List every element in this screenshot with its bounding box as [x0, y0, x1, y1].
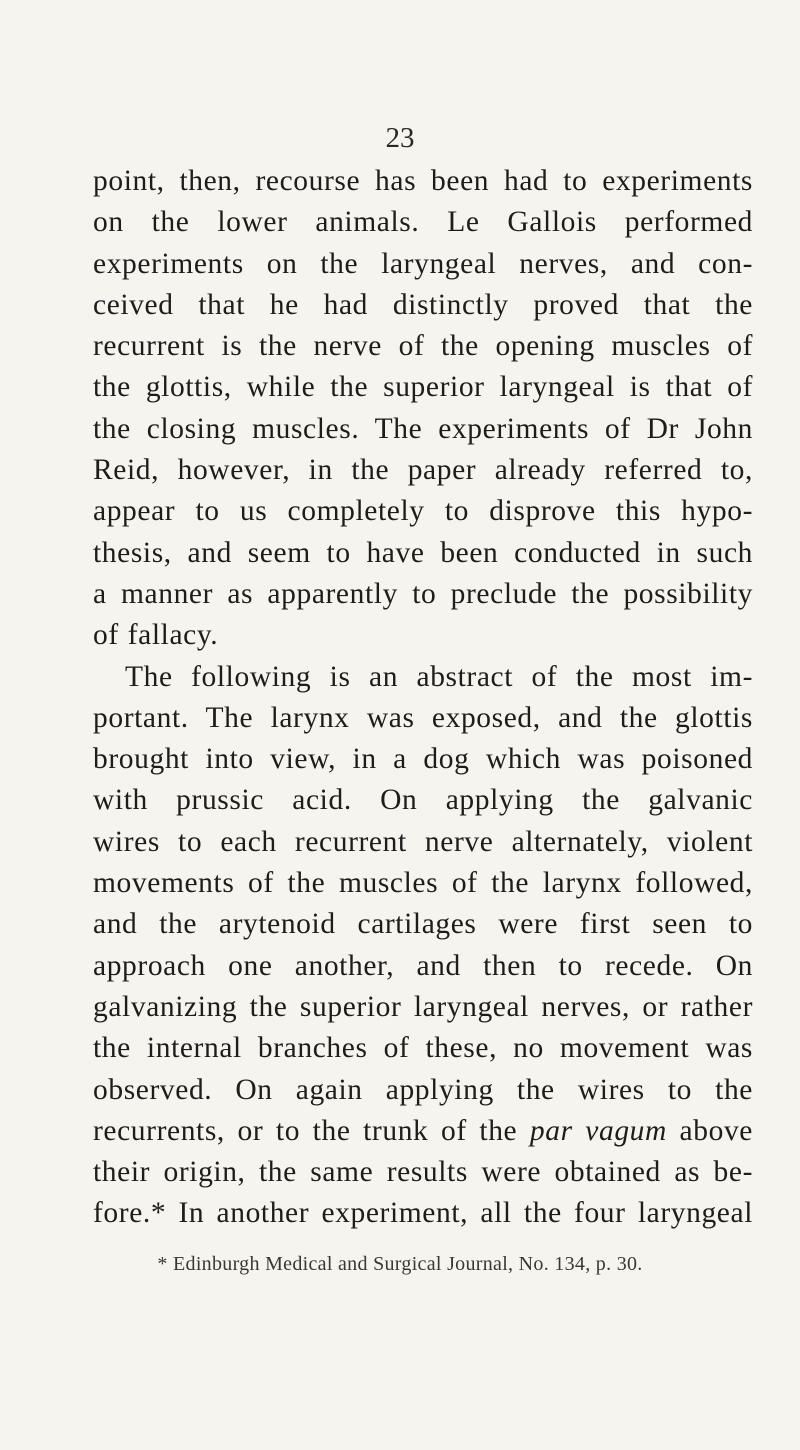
- text-segment: above: [679, 1114, 753, 1147]
- text-line: wires to each recurrent nerve alternately, violent: [93, 825, 753, 858]
- text-line: brought into view, in a dog which was poisoned: [93, 743, 753, 776]
- text-line: thesis, and seem to have been conducted in such: [93, 536, 753, 569]
- body-text: [93, 161, 753, 1235]
- text-line: the closing muscles. The experiments of Dr John: [93, 412, 753, 445]
- text-line-paragraph-end: of fallacy.: [93, 619, 219, 652]
- text-line: recurrent is the nerve of the opening muscles of: [93, 330, 753, 363]
- text-line: fore.* In another experiment, all the four laryngeal: [93, 1197, 753, 1230]
- text-line: with prussic acid. On applying the galvanic: [93, 784, 753, 817]
- text-line: a manner as apparently to preclude the possibility: [93, 577, 753, 610]
- text-line: their origin, the same results were obtained as be-: [93, 1156, 753, 1189]
- text-line: the glottis, while the superior laryngeal is that of: [93, 371, 753, 404]
- text-line-with-italic: [93, 1111, 753, 1152]
- footnote: * Edinburgh Medical and Surgical Journal, No. 134, p. 30.: [157, 1253, 643, 1275]
- text-line: and the arytenoid cartilages were first seen to: [93, 908, 753, 941]
- text-segment: recurrents, or to the trunk of the: [93, 1114, 518, 1147]
- text-line: on the lower animals. Le Gallois performed: [93, 206, 753, 239]
- italic-term: par vagum: [529, 1114, 667, 1147]
- text-line: appear to us completely to disprove this hypo-: [93, 495, 753, 528]
- text-line: movements of the muscles of the larynx followed,: [93, 867, 753, 900]
- text-line: experiments on the laryngeal nerves, and con-: [93, 247, 753, 280]
- text-line: observed. On again applying the wires to the: [93, 1073, 753, 1106]
- text-line-paragraph-start: The following is an abstract of the most im-: [125, 660, 753, 693]
- page-number: 23: [385, 122, 415, 154]
- text-line: galvanizing the superior laryngeal nerves, or rather: [93, 990, 753, 1023]
- text-line: portant. The larynx was exposed, and the glottis: [93, 701, 753, 734]
- text-line: Reid, however, in the paper already referred to,: [93, 454, 753, 487]
- text-line: ceived that he had distinctly proved that the: [93, 288, 753, 321]
- text-line: approach one another, and then to recede. On: [93, 949, 753, 982]
- text-line: point, then, recourse has been had to experiments: [93, 165, 753, 197]
- text-line: the internal branches of these, no movement was: [93, 1032, 753, 1065]
